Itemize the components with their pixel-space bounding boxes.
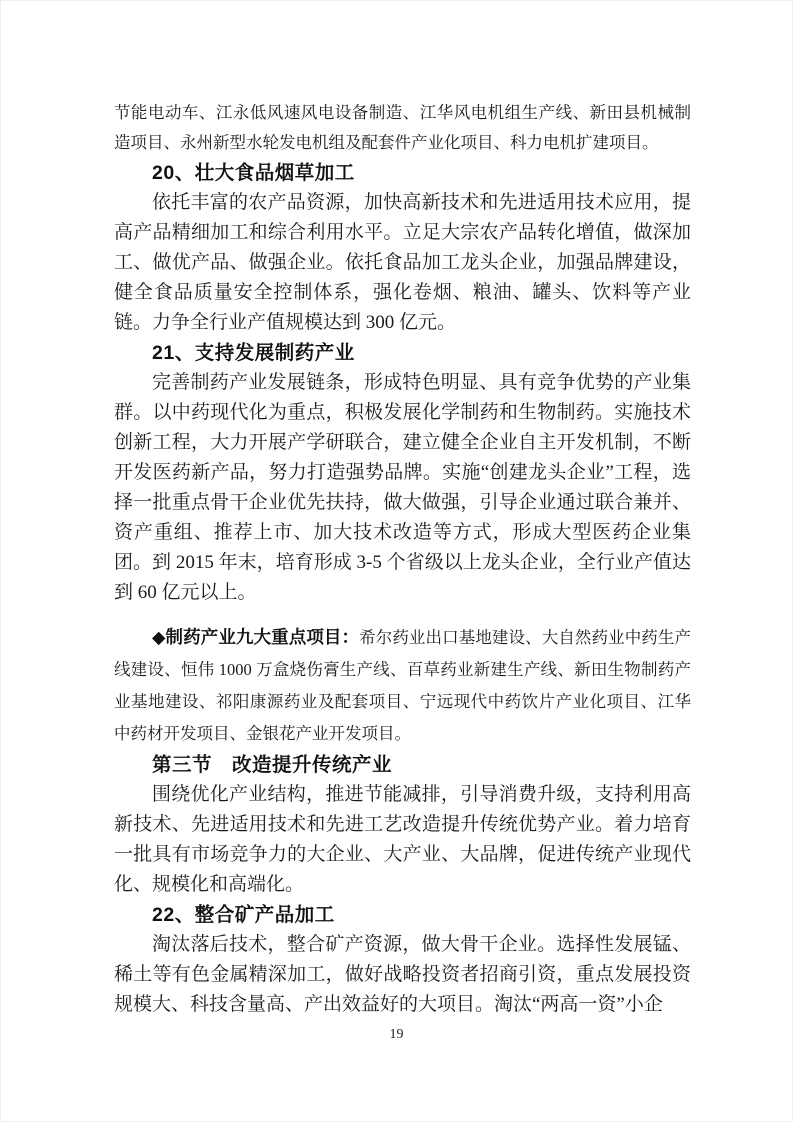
project-list-label: ◆制药产业九大重点项目： — [152, 627, 360, 647]
paragraph-continuation: 节能电动车、江永低风速风电设备制造、江华风电机组生产线、新田县机械制造项目、永州新型水轮发电机组及配套件产业化项目、科力电机扩建项目。 — [114, 103, 691, 152]
paragraph-food-tobacco: 依托丰富的农产品资源，加快高新技术和先进适用技术应用，提高产品精细加工和综合利用水平。立足大宗农产品转化增值，做深加工、做优产品、做强企业。依托食品加工龙头企业，加强品牌建设，健全食品质量安全控制体系，强化卷烟、粮油、罐头、饮料等产业链。力争全行业产值规模达到 300 亿元。 — [114, 192, 691, 333]
heading-section-3: 第三节 改造提升传统产业 — [152, 754, 393, 776]
paragraph-pharma: 完善制药产业发展链条，形成特色明显、具有竞争优势的产业集群。以中药现代化为重点，积极发展化学制药和生物制药。实施技术创新工程，大力开展产学研联合，建立健全企业自主开发机制，不断开发医药新产品，努力打造强势品牌。实施“创建龙头企业”工程，选择一批重点骨干企业优先扶持，做大做强，引导企业通过联合兼并、资产重组、推荐上市、加大技术改造等方式，形成大型医药企业集团。到 2015 年末，培育形成 3-5 个省级以上龙头企业，全行业产值达到 60 亿元以上。 — [114, 372, 691, 603]
pharma-key-projects — [114, 621, 691, 750]
paragraph-traditional-industry: 围绕优化产业结构，推进节能减排，引导消费升级，支持利用高新技术、先进适用技术和先进工艺改造提升传统优势产业。着力培育一批具有市场竞争力的大企业、大产业、大品牌，促进传统产业现代化、规模化和高端化。 — [114, 784, 691, 895]
project-list-text: 希尔药业出口基地建设、大自然药业中药生产线建设、恒伟 1000 万盒烧伤膏生产线、百草药业新建生产线、新田生物制药产业基地建设、祁阳康源药业及配套项目、宁远现代中药饮片产业化项目、江华中药材开发项目、金银花产业开发项目。 — [114, 628, 691, 743]
heading-20-food-tobacco: 20、壮大食品烟草加工 — [152, 162, 355, 184]
heading-22-minerals: 22、整合矿产品加工 — [152, 904, 335, 926]
paragraph-minerals: 淘汰落后技术，整合矿产资源，做大骨干企业。选择性发展锰、稀土等有色金属精深加工，做好战略投资者招商引资，重点发展投资规模大、科技含量高、产出效益好的大项目。淘汰“两高一资”小企 — [114, 934, 691, 1015]
page-content — [114, 98, 691, 1020]
heading-21-pharma: 21、支持发展制药产业 — [152, 342, 355, 364]
page-number: 19 — [389, 1027, 404, 1042]
